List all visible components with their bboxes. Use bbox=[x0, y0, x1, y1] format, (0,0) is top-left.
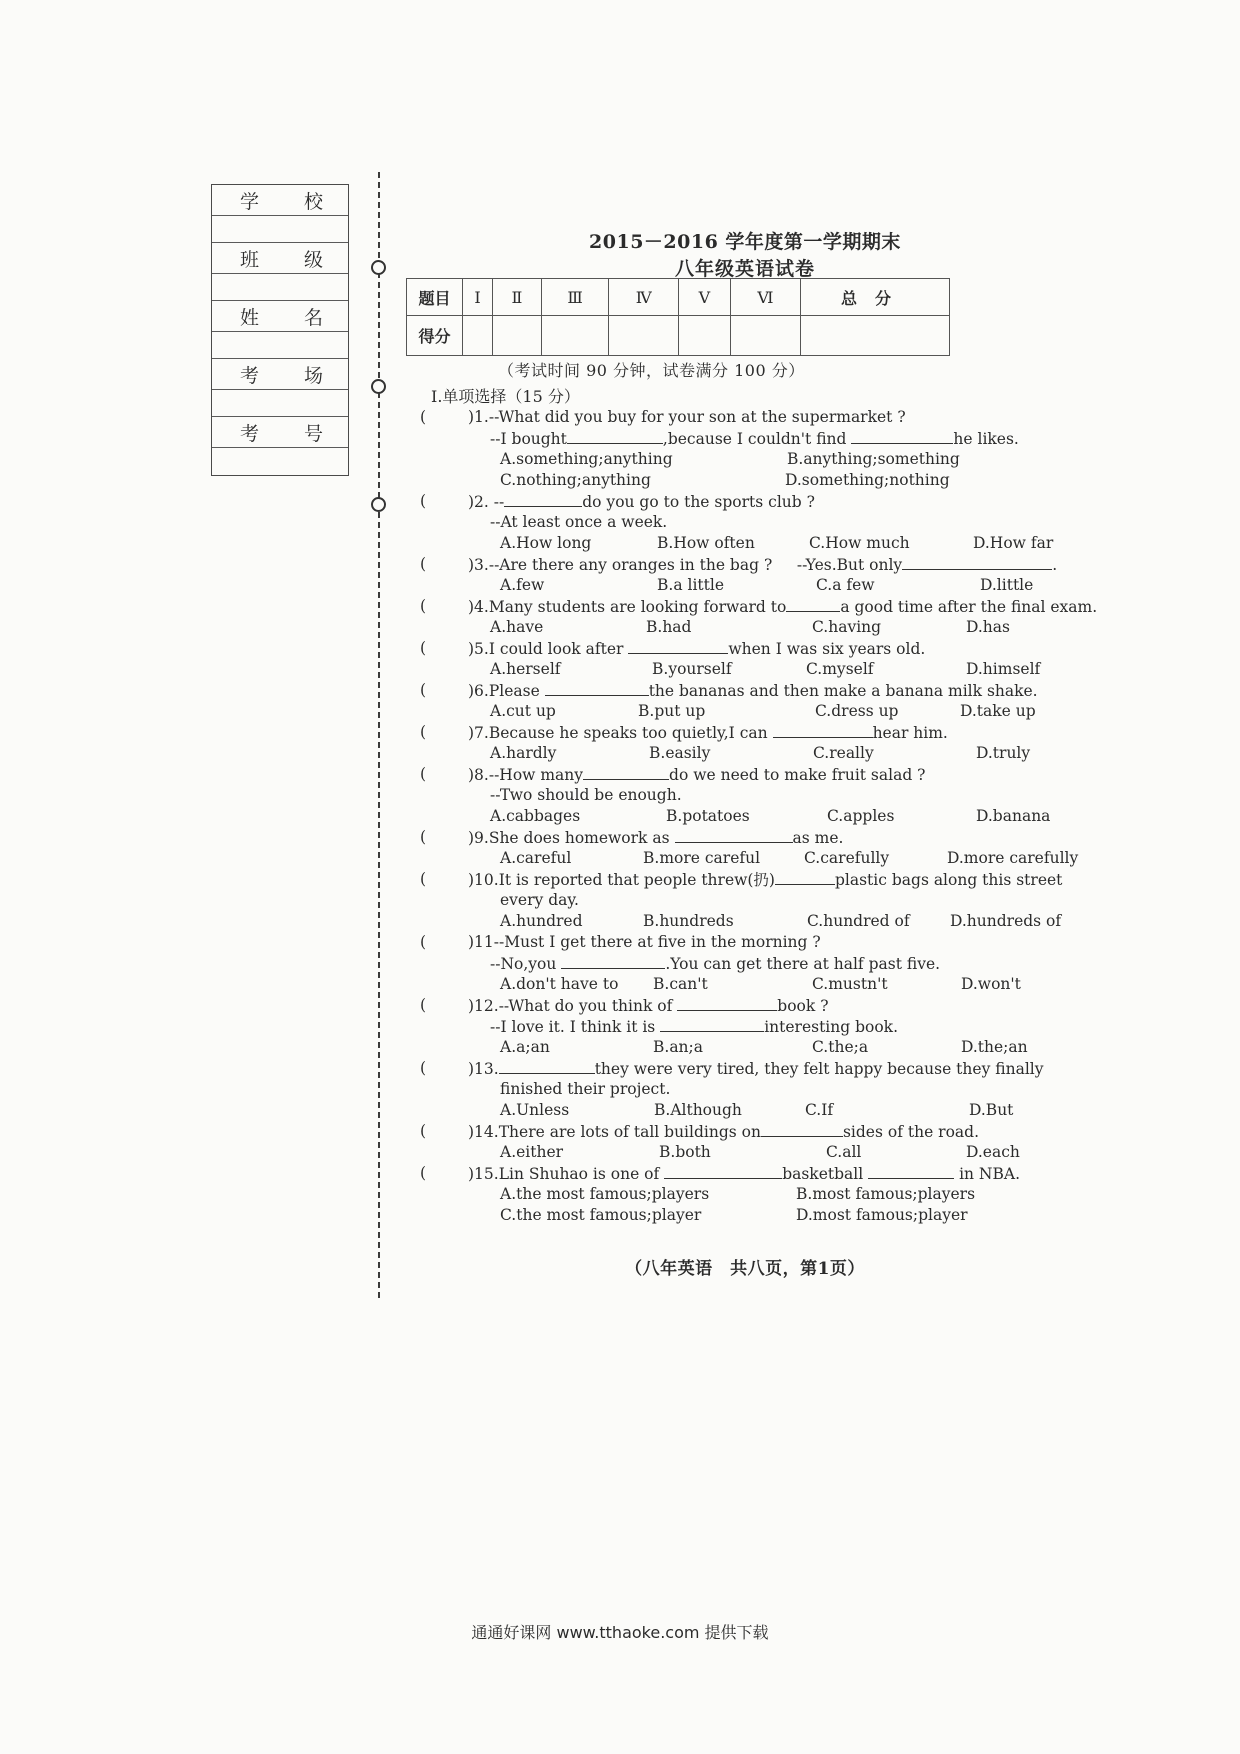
option-b: B.more careful bbox=[643, 849, 761, 867]
answer-paren[interactable]: ( bbox=[420, 1122, 427, 1140]
answer-blank[interactable] bbox=[628, 638, 728, 654]
score-cell[interactable] bbox=[493, 316, 542, 356]
question-stem: )9.She does homework as as me. bbox=[468, 829, 844, 847]
option-b: B.anything;something bbox=[787, 450, 960, 468]
option-d: D.himself bbox=[966, 660, 1041, 678]
option-a: A.hardly bbox=[490, 744, 557, 762]
question-stem: )3.--Are there any oranges in the bag ? --Yes.But only . bbox=[468, 556, 1058, 574]
option-a: A.either bbox=[500, 1143, 564, 1161]
option-b: B.potatoes bbox=[666, 807, 750, 825]
answer-paren[interactable]: ( bbox=[420, 870, 427, 888]
option-c: C.hundred of bbox=[807, 912, 910, 930]
answer-blank[interactable] bbox=[545, 680, 649, 696]
question-stem: )13. they were very tired, they felt happy because they finally bbox=[468, 1060, 1044, 1078]
option-b: B.Although bbox=[654, 1101, 742, 1119]
option-c: C.apples bbox=[827, 807, 895, 825]
answer-blank[interactable] bbox=[675, 827, 793, 843]
score-cell[interactable] bbox=[609, 316, 679, 356]
question-stem: )2. -- do you go to the sports club ? bbox=[468, 493, 815, 511]
score-column-header: Ⅴ bbox=[679, 279, 731, 316]
info-field-school[interactable] bbox=[212, 216, 348, 243]
question-line2: finished their project. bbox=[500, 1080, 671, 1098]
score-cell[interactable] bbox=[730, 316, 800, 356]
question-stem: )11--Must I get there at five in the morning ? bbox=[468, 933, 821, 951]
option-c: C.How much bbox=[809, 534, 910, 552]
option-b: B.a little bbox=[657, 576, 724, 594]
score-table-score-row bbox=[407, 316, 950, 356]
option-b: B.most famous;players bbox=[796, 1185, 976, 1203]
info-label-exam-number: 考 号 bbox=[212, 417, 348, 448]
binding-hole-icon bbox=[371, 497, 386, 512]
option-a: A.hundred bbox=[500, 912, 583, 930]
score-total-cell[interactable] bbox=[801, 316, 950, 356]
question-stem: )5.I could look after when I was six years old. bbox=[468, 640, 926, 658]
score-column-header: Ⅳ bbox=[609, 279, 679, 316]
answer-blank[interactable] bbox=[499, 1058, 595, 1074]
option-b: B.can't bbox=[653, 975, 708, 993]
score-table bbox=[406, 278, 950, 356]
option-b: B.How often bbox=[657, 534, 755, 552]
download-site-credit: 通通好课网 www.tthaoke.com 提供下载 bbox=[471, 1623, 769, 1642]
option-b: B.an;a bbox=[653, 1038, 704, 1056]
option-b: B.yourself bbox=[652, 660, 732, 678]
score-column-header: Ⅵ bbox=[730, 279, 800, 316]
score-column-header: Ⅲ bbox=[541, 279, 609, 316]
score-column-header: Ⅰ bbox=[463, 279, 493, 316]
option-c: C.having bbox=[812, 618, 882, 636]
option-d: D.little bbox=[980, 576, 1034, 594]
answer-blank[interactable] bbox=[851, 428, 953, 444]
option-c: C.If bbox=[805, 1101, 834, 1119]
answer-blank[interactable] bbox=[773, 722, 873, 738]
answer-paren[interactable]: ( bbox=[420, 492, 427, 510]
answer-paren[interactable]: ( bbox=[420, 408, 427, 426]
info-label-class: 班 级 bbox=[212, 243, 348, 274]
answer-blank[interactable] bbox=[583, 764, 669, 780]
question-line2: --At least once a week. bbox=[490, 513, 668, 531]
score-cell[interactable] bbox=[679, 316, 731, 356]
score-cell[interactable] bbox=[463, 316, 493, 356]
info-label-exam-room: 考 场 bbox=[212, 359, 348, 390]
question-stem: )10.It is reported that people threw(扔) plastic bags along this street bbox=[468, 871, 1063, 889]
question-stem: )8.--How many do we need to make fruit salad ? bbox=[468, 766, 926, 784]
question-stem: )1.--What did you buy for your son at the supermarket ? bbox=[468, 408, 906, 426]
answer-paren[interactable]: ( bbox=[420, 1059, 427, 1077]
answer-blank[interactable] bbox=[775, 869, 835, 885]
info-field-exam-room[interactable] bbox=[212, 390, 348, 417]
option-a: A.don't have to bbox=[500, 975, 619, 993]
score-column-header: Ⅱ bbox=[493, 279, 542, 316]
exam-title: 2015－2016 学年度第一学期期末 bbox=[589, 231, 901, 253]
score-row-head: 得分 bbox=[407, 316, 463, 356]
option-a: A.careful bbox=[500, 849, 572, 867]
option-d: D.more carefully bbox=[947, 849, 1079, 867]
exam-subtitle: 八年级英语试卷 bbox=[674, 258, 815, 280]
option-c: C.the;a bbox=[812, 1038, 869, 1056]
option-d: D.But bbox=[969, 1101, 1014, 1119]
answer-blank[interactable] bbox=[567, 428, 663, 444]
option-c: C.dress up bbox=[815, 702, 899, 720]
exam-time-note: （考试时间 90 分钟，试卷满分 100 分） bbox=[498, 361, 805, 380]
answer-paren[interactable]: ( bbox=[420, 681, 427, 699]
question-stem: )7.Because he speaks too quietly,I can hear him. bbox=[468, 724, 948, 742]
binding-dashed-line bbox=[378, 172, 380, 1298]
option-d: D.most famous;player bbox=[796, 1206, 968, 1224]
option-a: A.something;anything bbox=[500, 450, 673, 468]
option-a: A.have bbox=[490, 618, 544, 636]
option-d: D.hundreds of bbox=[950, 912, 1062, 930]
answer-blank[interactable] bbox=[504, 491, 582, 507]
question-line2: --Two should be enough. bbox=[490, 786, 682, 804]
option-d: D.truly bbox=[976, 744, 1031, 762]
answer-blank[interactable] bbox=[761, 1121, 843, 1137]
option-c: C.a few bbox=[816, 576, 875, 594]
question-line2: every day. bbox=[500, 891, 579, 909]
answer-blank[interactable] bbox=[660, 1016, 764, 1032]
info-label-school: 学 校 bbox=[212, 185, 348, 216]
option-d: D.something;nothing bbox=[785, 471, 950, 489]
answer-paren[interactable]: ( bbox=[420, 933, 427, 951]
section-title: Ⅰ.单项选择（15 分） bbox=[431, 387, 580, 406]
answer-blank[interactable] bbox=[786, 596, 840, 612]
option-d: D.How far bbox=[973, 534, 1054, 552]
option-d: D.banana bbox=[976, 807, 1051, 825]
option-c: C.all bbox=[826, 1143, 862, 1161]
option-b: B.put up bbox=[638, 702, 706, 720]
question-stem: )12.--What do you think of book ? bbox=[468, 997, 829, 1015]
answer-paren[interactable]: ( bbox=[420, 555, 427, 573]
option-a: A.cut up bbox=[490, 702, 556, 720]
option-c: C.really bbox=[813, 744, 874, 762]
info-field-class[interactable] bbox=[212, 274, 348, 301]
option-a: A.How long bbox=[500, 534, 592, 552]
option-d: D.won't bbox=[961, 975, 1021, 993]
option-a: A.cabbages bbox=[490, 807, 581, 825]
answer-blank[interactable] bbox=[677, 995, 777, 1011]
question-line2: --I bought ,because I couldn't find he likes. bbox=[490, 430, 1019, 448]
page-footer: （八年英语 共八页，第1页） bbox=[625, 1259, 865, 1279]
score-total-header: 总分 bbox=[801, 279, 950, 316]
option-b: B.had bbox=[646, 618, 692, 636]
option-d: D.take up bbox=[960, 702, 1036, 720]
score-row-head: 题目 bbox=[407, 279, 463, 316]
binding-hole-icon bbox=[371, 379, 386, 394]
answer-paren[interactable]: ( bbox=[420, 996, 427, 1014]
option-a: A.the most famous;players bbox=[500, 1185, 710, 1203]
option-b: B.hundreds bbox=[643, 912, 734, 930]
answer-paren[interactable]: ( bbox=[420, 597, 427, 615]
option-d: D.has bbox=[966, 618, 1010, 636]
info-label-name: 姓 名 bbox=[212, 301, 348, 332]
question-stem: )14.There are lots of tall buildings on sides of the road. bbox=[468, 1123, 979, 1141]
question-stem: )15.Lin Shuhao is one of basketball in NBA. bbox=[468, 1165, 1021, 1183]
answer-blank[interactable] bbox=[561, 953, 665, 969]
option-c: C.nothing;anything bbox=[500, 471, 651, 489]
option-c: C.mustn't bbox=[812, 975, 888, 993]
score-table-header-row bbox=[407, 279, 950, 316]
score-cell[interactable] bbox=[541, 316, 609, 356]
option-c: C.the most famous;player bbox=[500, 1206, 702, 1224]
option-b: B.easily bbox=[649, 744, 711, 762]
question-stem: )6.Please the bananas and then make a banana milk shake. bbox=[468, 682, 1038, 700]
question-line2: --No,you .You can get there at half past five. bbox=[490, 955, 941, 973]
option-a: A.a;an bbox=[500, 1038, 550, 1056]
question-stem: )4.Many students are looking forward to a good time after the final exam. bbox=[468, 598, 1098, 616]
answer-paren[interactable]: ( bbox=[420, 1164, 427, 1182]
answer-paren[interactable]: ( bbox=[420, 639, 427, 657]
option-a: A.herself bbox=[490, 660, 561, 678]
option-c: C.carefully bbox=[804, 849, 890, 867]
answer-paren[interactable]: ( bbox=[420, 765, 427, 783]
option-d: D.the;an bbox=[961, 1038, 1028, 1056]
option-a: A.few bbox=[500, 576, 545, 594]
answer-blank[interactable] bbox=[868, 1163, 954, 1179]
option-d: D.each bbox=[966, 1143, 1020, 1161]
info-field-name[interactable] bbox=[212, 332, 348, 359]
answer-blank[interactable] bbox=[902, 554, 1052, 570]
answer-blank[interactable] bbox=[664, 1163, 782, 1179]
option-c: C.myself bbox=[806, 660, 874, 678]
answer-paren[interactable]: ( bbox=[420, 723, 427, 741]
student-info-table bbox=[211, 184, 349, 476]
info-field-exam-number[interactable] bbox=[212, 448, 348, 475]
option-b: B.both bbox=[659, 1143, 711, 1161]
answer-paren[interactable]: ( bbox=[420, 828, 427, 846]
option-a: A.Unless bbox=[500, 1101, 570, 1119]
question-line2: --I love it. I think it is interesting book. bbox=[490, 1018, 899, 1036]
